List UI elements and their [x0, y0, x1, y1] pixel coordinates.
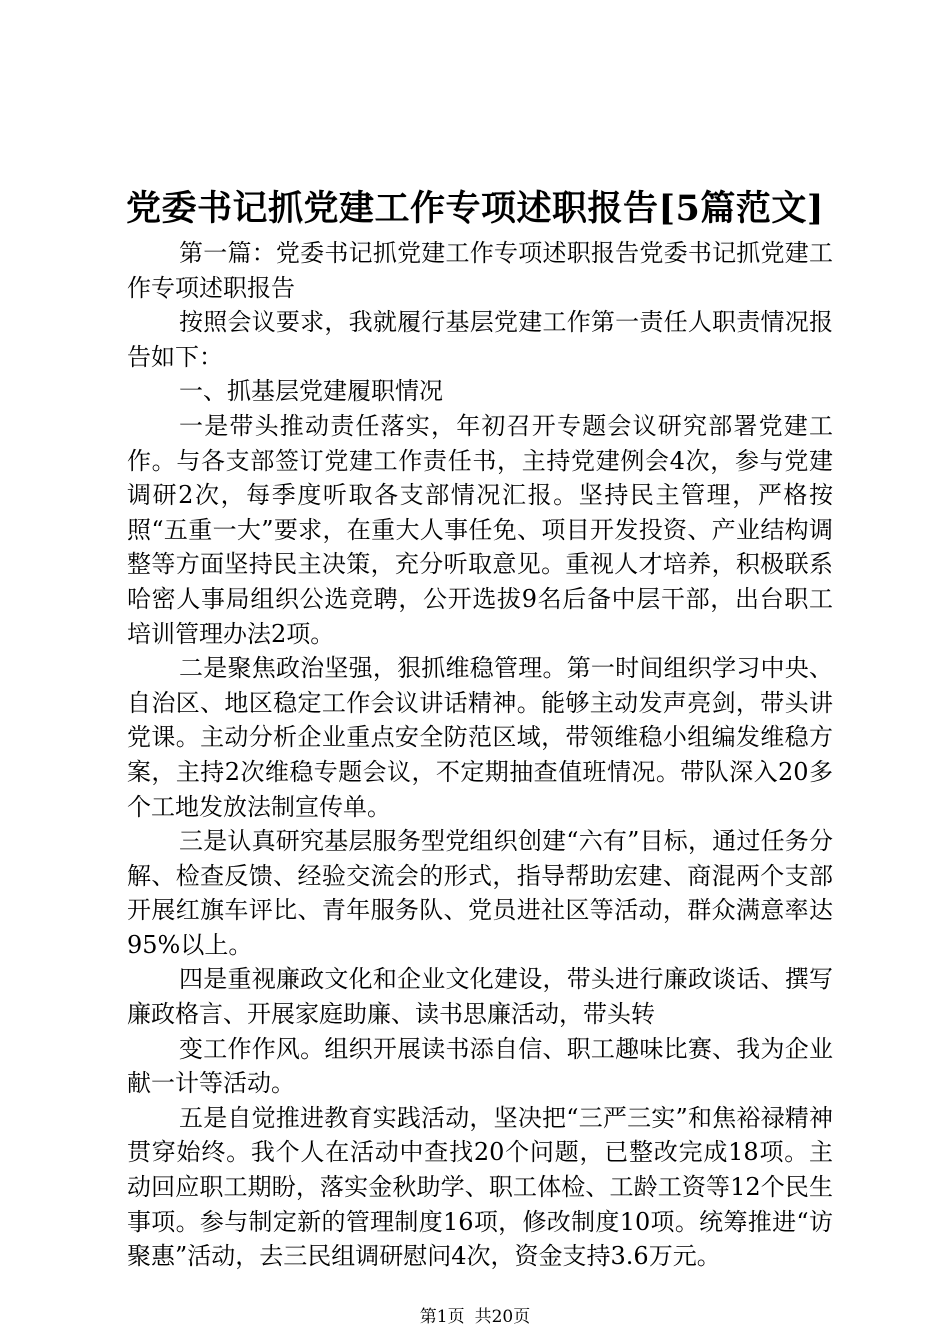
paragraph-item-2: 二是聚焦政治坚强，狠抓维稳管理。第一时间组织学习中央、自治区、地区稳定工作会议讲话精神。能够主动发声亮剑，带头讲党课。主动分析企业重点安全防范区域，带领维稳小组编发维稳方案，主持2次维稳专题会议，不定期抽查值班情况。带队深入20多个工地发放法制宣传单。: [127, 654, 833, 821]
paragraph-item-4: 四是重视廉政文化和企业文化建设，带头进行廉政谈话、撰写廉政格言、开展家庭助廉、读书思廉活动，带头转: [127, 965, 833, 1029]
paragraph-item-5: 五是自觉推进教育实践活动，坚决把“三严三实”和焦裕禄精神贯穿始终。我个人在活动中查找20个问题，已整改完成18项。主动回应职工期盼，落实金秋助学、职工体检、工龄工资等12个民生事项。参与制定新的管理制度16项，修改制度10项。统筹推进“访聚惠”活动，去三民组调研慰问4次，资金支持3.6万元。: [127, 1103, 833, 1271]
paragraph-opening: 按照会议要求，我就履行基层党建工作第一责任人职责情况报告如下：: [127, 308, 833, 371]
paragraph-item-4-continued: 变工作作风。组织开展读书添自信、职工趣味比赛、我为企业献一计等活动。: [127, 1034, 833, 1098]
paragraph-intro: 第一篇：党委书记抓党建工作专项述职报告党委书记抓党建工作专项述职报告: [127, 239, 833, 302]
paragraph-item-1: 一是带头推动责任落实，年初召开专题会议研究部署党建工作。与各支部签订党建工作责任书，主持党建例会4次，参与党建调研2次，每季度听取各支部情况汇报。坚持民主管理，严格按照“五重一大”要求，在重大人事任免、项目开发投资、产业结构调整等方面坚持民主决策，充分听取意见。重视人才培养，积极联系哈密人事局组织公选竞聘，公开选拔9名后备中层干部，出台职工培训管理办法2项。: [127, 411, 833, 648]
page-number: 第1页: [419, 1307, 465, 1327]
page-footer: [0, 1306, 950, 1328]
page-total: 共20页: [474, 1307, 531, 1327]
paragraph-item-3: 三是认真研究基层服务型党组织创建“六有”目标，通过任务分解、检查反馈、经验交流会的形式，指导帮助宏建、商混两个支部开展红旗车评比、青年服务队、党员进社区等活动，群众满意率达95%以上。: [127, 827, 833, 959]
document-body: [127, 236, 833, 1274]
document-title: 党委书记抓党建工作专项述职报告[5篇范文]: [126, 188, 824, 229]
section-heading: 一、抓基层党建履职情况: [179, 377, 443, 406]
